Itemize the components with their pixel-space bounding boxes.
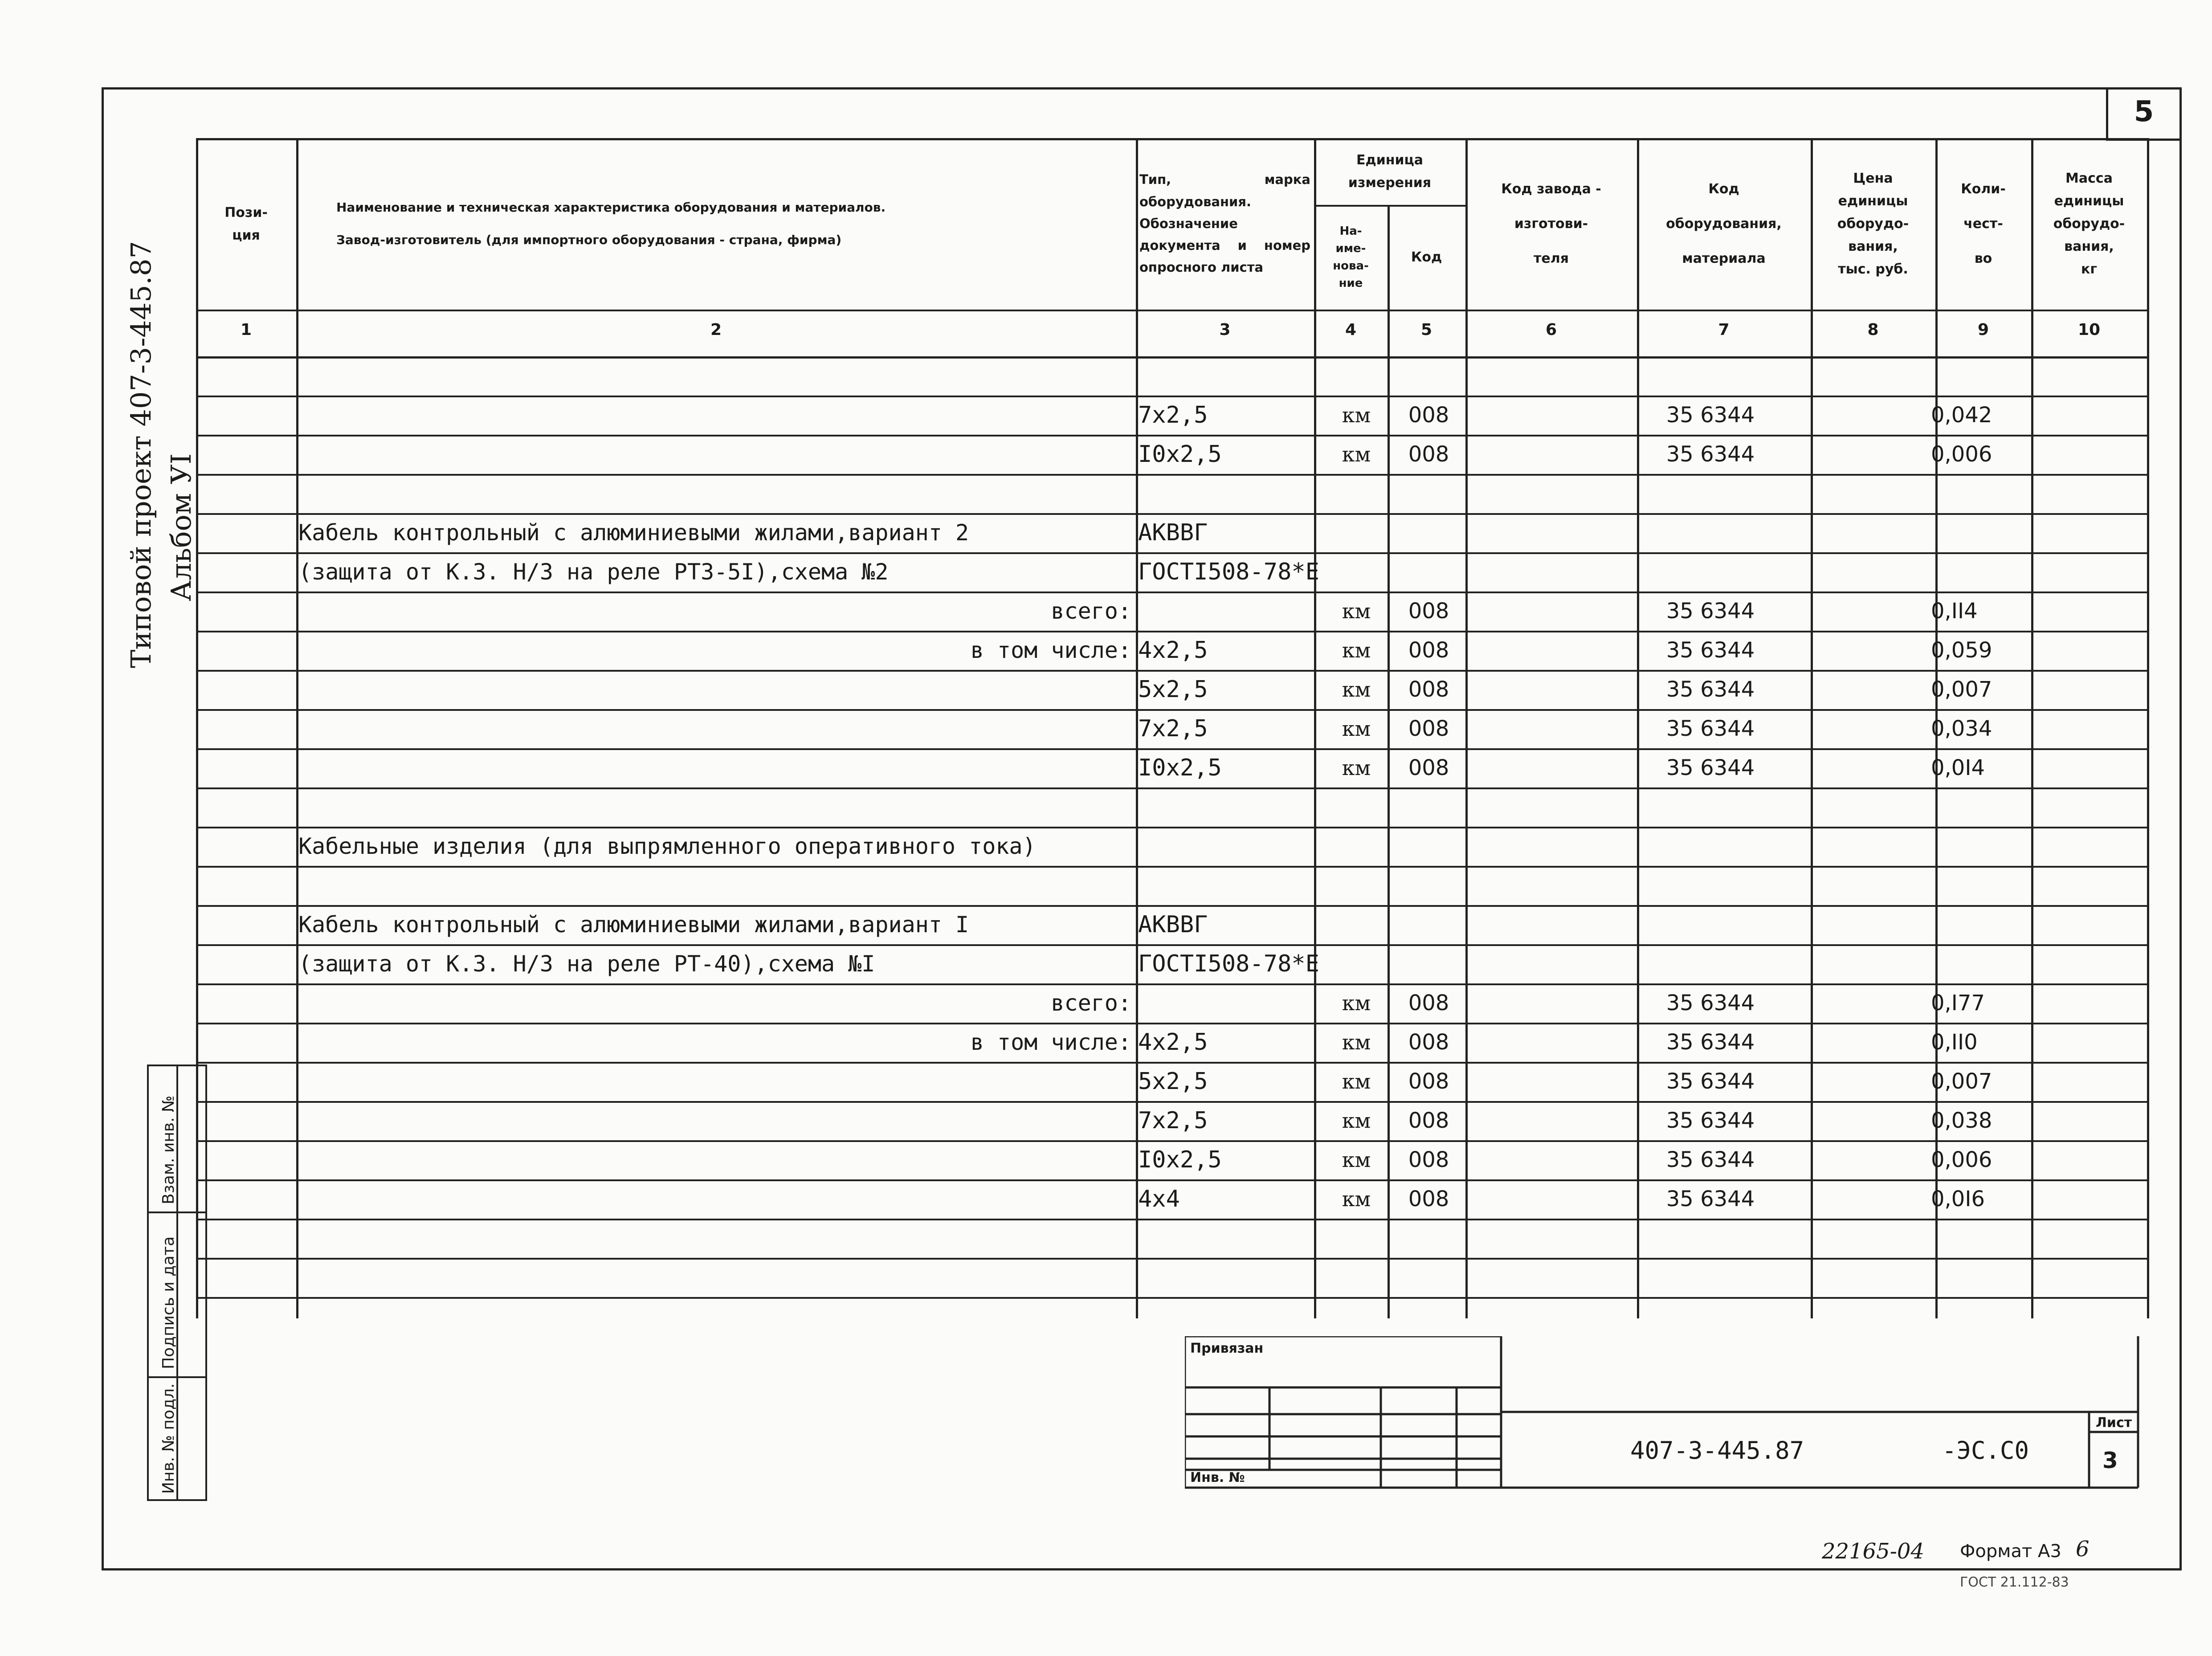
row-equipment-code: [1635, 1258, 1786, 1297]
row-type: 4х4: [1138, 1186, 1180, 1212]
row-quantity: 0,II4: [1931, 599, 1978, 624]
row-equipment-code: [1635, 356, 1786, 396]
row-equipment-code: [1635, 944, 1786, 983]
row-equipment-code: 35 6344: [1666, 442, 1755, 467]
row-unit: км: [1342, 638, 1371, 662]
side-stamp-inv-podl: Инв. № подл.: [159, 1383, 178, 1494]
row-quantity: [1931, 827, 2020, 866]
row-quantity: 0,I77: [1931, 991, 1985, 1016]
stamp-doc-code: 407-3-445.87: [1630, 1436, 1804, 1464]
row-name: [298, 356, 1131, 396]
archive-number: 22165-04: [1822, 1539, 1924, 1564]
row-equipment-code: 35 6344: [1666, 1030, 1755, 1055]
row-type: ГОСТI508-78*Е: [1138, 950, 1319, 977]
row-unit-code: 008: [1408, 677, 1449, 702]
row-quantity: 0,034: [1931, 716, 1992, 741]
row-equipment-code: 35 6344: [1666, 1187, 1755, 1211]
row-type: 4х2,5: [1138, 637, 1208, 664]
row-quantity: 0,0I4: [1931, 755, 1985, 780]
header-unit-code: Код: [1411, 249, 1442, 265]
table-row: [196, 1179, 2147, 1219]
row-quantity: [1931, 1258, 2020, 1297]
row-unit-code: [1390, 866, 1468, 905]
row-name: [298, 1062, 1131, 1101]
row-type: [1138, 1258, 1312, 1297]
row-name: в том числе:: [970, 1029, 1131, 1055]
row-name: Кабель контрольный с алюминиевыми жилами,вариант I: [298, 912, 969, 938]
row-type: АКВВГ: [1138, 911, 1208, 938]
table-row: [196, 631, 2147, 670]
row-type: АКВВГ: [1138, 519, 1208, 546]
row-equipment-code: [1635, 552, 1786, 591]
column-number-8: 8: [1867, 321, 1879, 339]
stamp-doc-suffix: -ЭС.С0: [1942, 1436, 2029, 1464]
row-unit: [1325, 1219, 1388, 1258]
table-row: [196, 787, 2147, 827]
row-name: [298, 1179, 1131, 1219]
table-row: [196, 1258, 2147, 1297]
format-label: Формат А3: [1960, 1541, 2061, 1562]
row-unit-code: 008: [1408, 403, 1449, 428]
table-row: [196, 513, 2147, 552]
stamp-list-label: Лист: [2096, 1415, 2132, 1431]
table-row: [196, 474, 2147, 513]
row-unit: км: [1342, 599, 1371, 623]
row-quantity: 0,038: [1931, 1108, 1992, 1133]
row-unit: км: [1342, 756, 1371, 780]
row-equipment-code: 35 6344: [1666, 1069, 1755, 1094]
row-name: [298, 435, 1131, 474]
row-unit-code: 008: [1408, 1187, 1449, 1211]
column-number-5: 5: [1420, 321, 1432, 339]
row-unit-code: 008: [1408, 755, 1449, 780]
row-unit-code: [1390, 1258, 1468, 1297]
row-unit: км: [1342, 403, 1371, 427]
row-unit-code: [1390, 905, 1468, 944]
row-unit: км: [1342, 1148, 1371, 1172]
row-unit: [1325, 905, 1388, 944]
row-type: I0х2,5: [1138, 441, 1222, 468]
row-type: [1138, 474, 1312, 513]
header-mass: Масса единицы оборудо- вания, кг: [2053, 171, 2125, 277]
row-unit-code: 008: [1408, 991, 1449, 1016]
column-number-3: 3: [1219, 321, 1231, 339]
row-name: всего:: [1051, 990, 1131, 1016]
row-type: 7х2,5: [1138, 715, 1208, 742]
row-quantity: 0,007: [1931, 1069, 1992, 1094]
row-equipment-code: 35 6344: [1666, 1108, 1755, 1133]
row-unit-code: 008: [1408, 599, 1449, 624]
row-unit: км: [1342, 1030, 1371, 1054]
row-unit: [1325, 552, 1388, 591]
column-number-4: 4: [1345, 321, 1357, 339]
row-unit: км: [1342, 991, 1371, 1015]
row-type: 7х2,5: [1138, 402, 1208, 428]
row-name: [298, 866, 1131, 905]
row-unit-code: 008: [1408, 1147, 1449, 1172]
row-unit-code: [1390, 474, 1468, 513]
header-type: Тип, марка оборудования. Обозначение документа и номер опросного листа: [1139, 172, 1310, 275]
table-row: [196, 1101, 2147, 1140]
row-name: [298, 670, 1131, 709]
row-type: I0х2,5: [1138, 755, 1222, 781]
row-name: всего:: [1051, 598, 1131, 624]
row-unit-code: 008: [1408, 638, 1449, 663]
header-position: Пози- ция: [224, 204, 268, 243]
row-unit-code: [1390, 1219, 1468, 1258]
sheet-corner-number: 5: [2106, 87, 2179, 141]
row-equipment-code: 35 6344: [1666, 991, 1755, 1016]
row-unit: км: [1342, 1109, 1371, 1133]
header-name: Наименование и техническая характеристика оборудования и материалов. Завод-изготовитель (для импортного оборудования - страна, фирма): [336, 200, 886, 247]
row-unit-code: 008: [1408, 1069, 1449, 1094]
table-row: [196, 1140, 2147, 1179]
row-equipment-code: 35 6344: [1666, 755, 1755, 780]
row-quantity: 0,006: [1931, 1147, 1992, 1172]
row-type: [1138, 983, 1312, 1023]
row-type: ГОСТI508-78*Е: [1138, 559, 1319, 585]
row-unit-code: [1390, 944, 1468, 983]
table-row: [196, 1219, 2147, 1258]
row-type: [1138, 1219, 1312, 1258]
table-row: [196, 356, 2147, 396]
row-equipment-code: [1635, 1219, 1786, 1258]
row-unit-code: [1390, 787, 1468, 827]
row-equipment-code: 35 6344: [1666, 1147, 1755, 1172]
row-equipment-code: [1635, 787, 1786, 827]
row-type: [1138, 591, 1312, 631]
row-name: (защита от К.З. Н/З на реле РТЗ-5I),схема №2: [298, 559, 889, 585]
row-unit: км: [1342, 717, 1371, 741]
row-name: (защита от К.З. Н/З на реле РТ-40),схема №I: [298, 951, 875, 977]
title-block: [1185, 1336, 2165, 1490]
row-name: [298, 396, 1131, 435]
gost-label: ГОСТ 21.112-83: [1960, 1574, 2069, 1590]
row-unit-code: [1390, 552, 1468, 591]
table-row: [196, 748, 2147, 787]
row-quantity: [1931, 866, 2020, 905]
row-equipment-code: [1635, 827, 1786, 866]
header-factory-code: Код завода - изготови- теля: [1501, 181, 1601, 266]
table-row: [196, 552, 2147, 591]
row-unit-code: 008: [1408, 442, 1449, 467]
side-title-project: Типовой проект 407-3-445.87: [125, 241, 157, 668]
row-name: [298, 709, 1131, 748]
column-number-2: 2: [710, 321, 722, 339]
table-row: [196, 827, 2147, 866]
row-type: I0х2,5: [1138, 1146, 1222, 1173]
table-row: [196, 670, 2147, 709]
row-equipment-code: [1635, 474, 1786, 513]
row-name: [298, 1101, 1131, 1140]
stamp-list-number: 3: [2102, 1448, 2118, 1473]
table-row: [196, 905, 2147, 944]
table-row: [196, 396, 2147, 435]
row-unit: [1325, 944, 1388, 983]
row-unit: [1325, 356, 1388, 396]
row-name: Кабельные изделия (для выпрямленного оперативного тока): [298, 833, 1036, 859]
row-quantity: [1931, 944, 2020, 983]
row-type: [1138, 356, 1312, 396]
row-unit-code: 008: [1408, 1030, 1449, 1055]
row-quantity: [1931, 474, 2020, 513]
column-number-9: 9: [1977, 321, 1989, 339]
row-quantity: 0,042: [1931, 403, 1992, 428]
header-unit-group: Единица измерения: [1348, 152, 1432, 191]
row-unit: [1325, 827, 1388, 866]
table-row: [196, 1023, 2147, 1062]
column-number-6: 6: [1545, 321, 1557, 339]
row-name: в том числе:: [970, 637, 1131, 663]
row-quantity: [1931, 356, 2020, 396]
row-unit-code: [1390, 356, 1468, 396]
table-row: [196, 983, 2147, 1023]
row-quantity: [1931, 552, 2020, 591]
row-type: [1138, 827, 1312, 866]
row-unit: [1325, 866, 1388, 905]
table-row: [196, 435, 2147, 474]
row-unit: [1325, 1258, 1388, 1297]
row-equipment-code: [1635, 513, 1786, 552]
row-unit: [1325, 474, 1388, 513]
equipment-table: [196, 138, 2147, 1318]
column-number-7: 7: [1718, 321, 1730, 339]
side-stamp-vzam: Взам. инв. №: [149, 1066, 205, 1213]
row-type: 4х2,5: [1138, 1029, 1208, 1056]
row-quantity: [1931, 1219, 2020, 1258]
row-type: 5х2,5: [1138, 676, 1208, 703]
side-stamp-podpis: Подпись и дата: [149, 1213, 205, 1378]
column-number-1: 1: [240, 321, 252, 339]
row-quantity: 0,II0: [1931, 1030, 1978, 1055]
header-quantity: Коли- чест- во: [1961, 181, 2006, 266]
row-equipment-code: 35 6344: [1666, 716, 1755, 741]
row-unit: км: [1342, 1069, 1371, 1093]
row-equipment-code: 35 6344: [1666, 599, 1755, 624]
table-row: [196, 1062, 2147, 1101]
row-quantity: [1931, 787, 2020, 827]
row-equipment-code: [1635, 905, 1786, 944]
table-row: [196, 866, 2147, 905]
row-quantity: 0,006: [1931, 442, 1992, 467]
row-equipment-code: [1635, 866, 1786, 905]
row-quantity: [1931, 513, 2020, 552]
row-unit-code: [1390, 827, 1468, 866]
row-unit: км: [1342, 1187, 1371, 1211]
row-unit-code: 008: [1408, 1108, 1449, 1133]
copy-number: 6: [2076, 1537, 2090, 1562]
row-type: [1138, 787, 1312, 827]
row-name: [298, 1219, 1131, 1258]
row-unit-code: [1390, 513, 1468, 552]
header-unit-name: На- име- нова- ние: [1333, 224, 1369, 290]
row-unit-code: 008: [1408, 716, 1449, 741]
row-unit: км: [1342, 442, 1371, 466]
row-name: [298, 1140, 1131, 1179]
row-unit: [1325, 787, 1388, 827]
stamp-inv-no: Инв. №: [1190, 1470, 1245, 1485]
header-equipment-code: Код оборудования, материала: [1666, 181, 1782, 266]
row-type: [1138, 866, 1312, 905]
side-title-album: Альбом УI: [165, 453, 197, 601]
row-name: [298, 787, 1131, 827]
table-row: [196, 591, 2147, 631]
row-equipment-code: 35 6344: [1666, 638, 1755, 663]
table-row: [196, 944, 2147, 983]
row-unit: [1325, 513, 1388, 552]
row-type: 7х2,5: [1138, 1107, 1208, 1134]
row-quantity: 0,0I6: [1931, 1187, 1985, 1211]
row-quantity: 0,007: [1931, 677, 1992, 702]
row-equipment-code: 35 6344: [1666, 677, 1755, 702]
row-name: [298, 748, 1131, 787]
column-number-10: 10: [2077, 321, 2101, 339]
row-name: Кабель контрольный с алюминиевыми жилами,вариант 2: [298, 520, 969, 546]
row-unit: км: [1342, 677, 1371, 702]
row-quantity: [1931, 905, 2020, 944]
row-type: 5х2,5: [1138, 1068, 1208, 1095]
table-row: [196, 709, 2147, 748]
row-equipment-code: 35 6344: [1666, 403, 1755, 428]
row-name: [298, 1258, 1131, 1297]
stamp-privyazan: Привязан: [1190, 1341, 1264, 1356]
header-price: Цена единицы оборудо- вания, тыс. руб.: [1837, 171, 1909, 277]
row-quantity: 0,059: [1931, 638, 1992, 663]
row-name: [298, 474, 1131, 513]
